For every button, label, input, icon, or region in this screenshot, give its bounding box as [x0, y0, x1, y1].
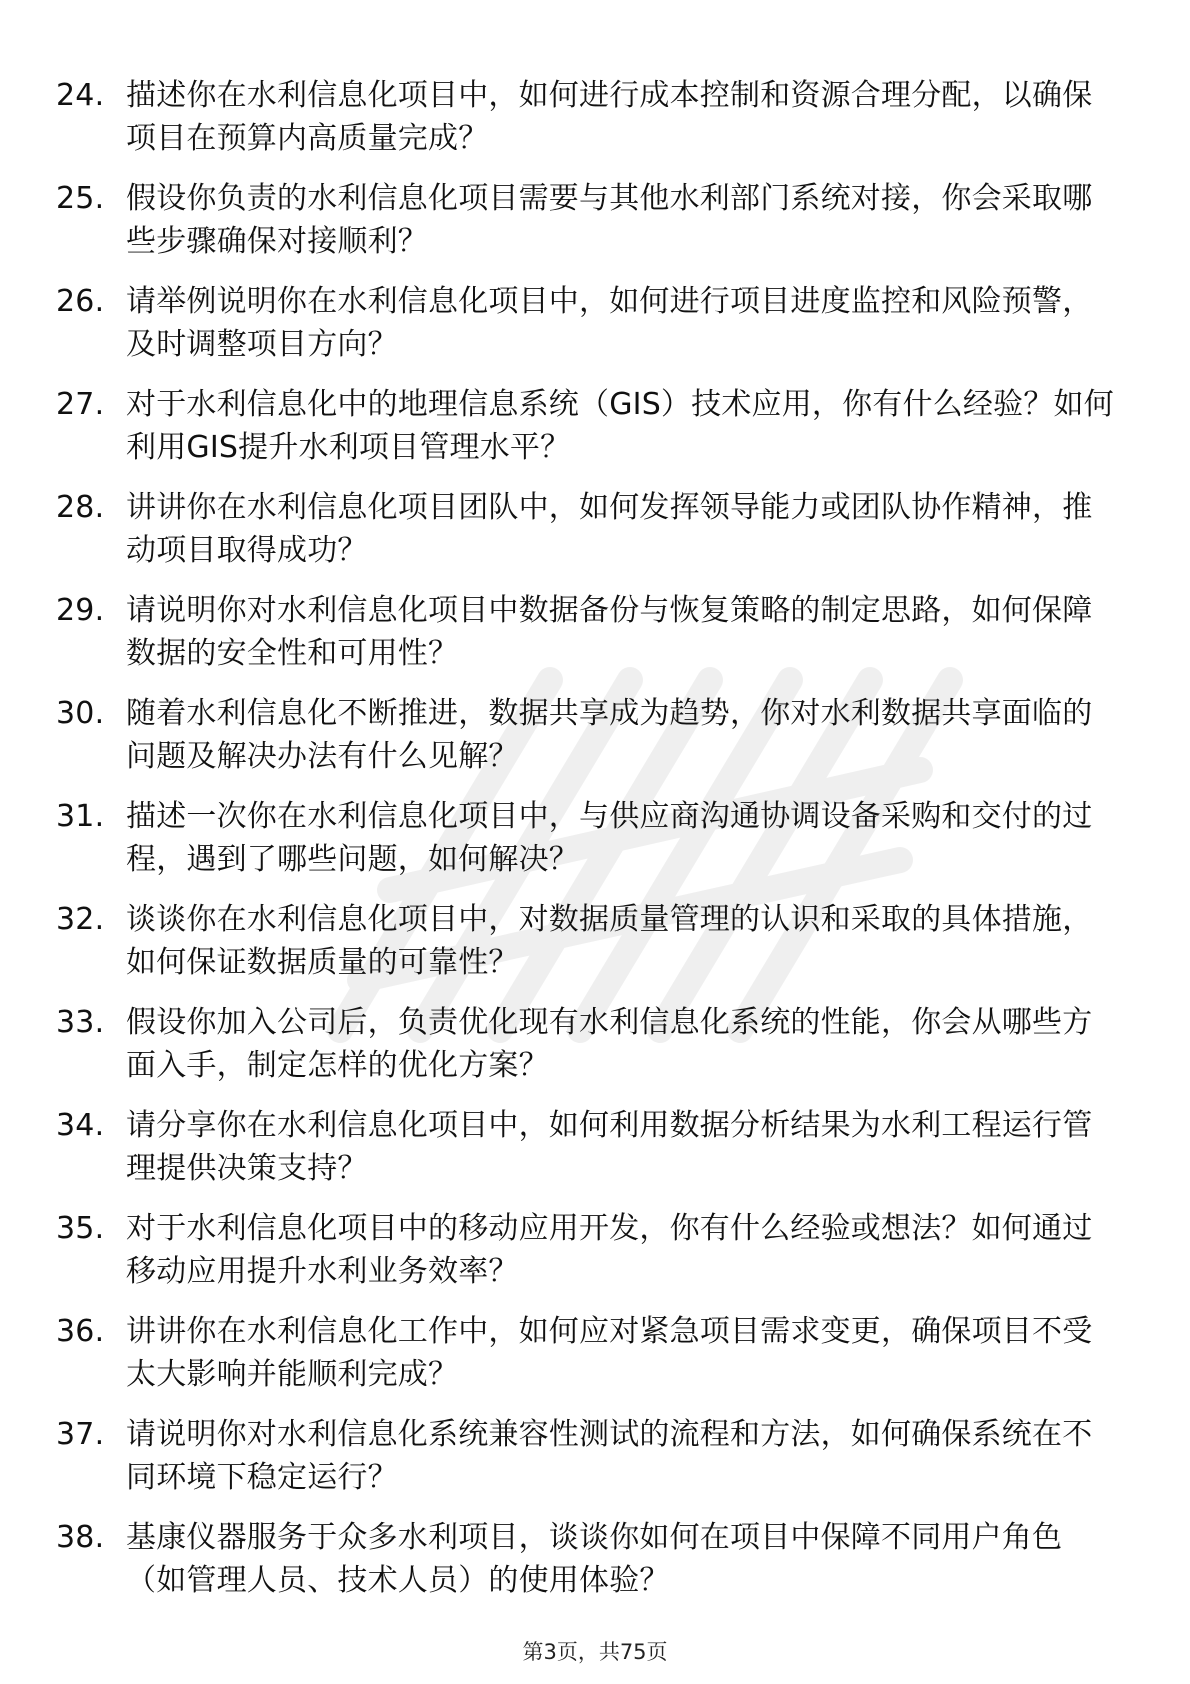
question-text: 描述你在水利信息化项目中，如何进行成本控制和资源合理分配，以确保项目在预算内高质量完成？ — [126, 78, 1093, 156]
question-item-38 — [56, 1516, 1116, 1602]
question-number: 26. — [56, 284, 105, 319]
question-item-28 — [56, 486, 1116, 572]
question-list — [56, 74, 1116, 1619]
question-item-29 — [56, 589, 1116, 675]
question-item-26 — [56, 280, 1116, 366]
question-item-32 — [56, 898, 1116, 984]
question-text: 请说明你对水利信息化项目中数据备份与恢复策略的制定思路，如何保障数据的安全性和可用性？ — [126, 593, 1093, 671]
question-text: 谈谈你在水利信息化项目中，对数据质量管理的认识和采取的具体措施，如何保证数据质量的可靠性？ — [126, 902, 1093, 980]
question-number: 24. — [56, 78, 105, 113]
question-item-31 — [56, 795, 1116, 881]
question-number: 33. — [56, 1005, 105, 1040]
question-item-25 — [56, 177, 1116, 263]
question-item-34 — [56, 1104, 1116, 1190]
question-number: 27. — [56, 387, 105, 422]
question-number: 29. — [56, 593, 105, 628]
question-text: 请分享你在水利信息化项目中，如何利用数据分析结果为水利工程运行管理提供决策支持？ — [126, 1108, 1093, 1186]
question-text: 对于水利信息化项目中的移动应用开发，你有什么经验或想法？如何通过移动应用提升水利业务效率？ — [126, 1211, 1093, 1289]
question-item-36 — [56, 1310, 1116, 1396]
question-text: 讲讲你在水利信息化项目团队中，如何发挥领导能力或团队协作精神，推动项目取得成功？ — [126, 490, 1093, 568]
page-number-label: 第3页，共75页 — [522, 1640, 668, 1664]
question-text: 假设你负责的水利信息化项目需要与其他水利部门系统对接，你会采取哪些步骤确保对接顺利？ — [126, 181, 1093, 259]
question-number: 37. — [56, 1417, 105, 1452]
question-number: 32. — [56, 902, 105, 937]
question-text: 随着水利信息化不断推进，数据共享成为趋势，你对水利数据共享面临的问题及解决办法有什么见解？ — [126, 696, 1093, 774]
question-number: 30. — [56, 696, 105, 731]
question-text: 基康仪器服务于众多水利项目，谈谈你如何在项目中保障不同用户角色（如管理人员、技术人员）的使用体验？ — [126, 1520, 1063, 1598]
question-item-37 — [56, 1413, 1116, 1499]
question-number: 38. — [56, 1520, 105, 1555]
question-text: 假设你加入公司后，负责优化现有水利信息化系统的性能，你会从哪些方面入手，制定怎样的优化方案？ — [126, 1005, 1093, 1083]
question-text: 讲讲你在水利信息化工作中，如何应对紧急项目需求变更，确保项目不受太大影响并能顺利完成？ — [126, 1314, 1093, 1392]
question-item-35 — [56, 1207, 1116, 1293]
question-number: 28. — [56, 490, 105, 525]
question-number: 35. — [56, 1211, 105, 1246]
question-number: 31. — [56, 799, 105, 834]
question-item-24 — [56, 74, 1116, 160]
page-footer — [0, 1636, 1190, 1666]
question-text: 对于水利信息化中的地理信息系统（GIS）技术应用，你有什么经验？如何利用GIS提升水利项目管理水平？ — [126, 387, 1114, 465]
question-number: 25. — [56, 181, 105, 216]
question-item-33 — [56, 1001, 1116, 1087]
question-text: 请说明你对水利信息化系统兼容性测试的流程和方法，如何确保系统在不同环境下稳定运行？ — [126, 1417, 1093, 1495]
question-item-27 — [56, 383, 1116, 469]
question-item-30 — [56, 692, 1116, 778]
question-text: 描述一次你在水利信息化项目中，与供应商沟通协调设备采购和交付的过程，遇到了哪些问题，如何解决？ — [126, 799, 1093, 877]
question-number: 34. — [56, 1108, 105, 1143]
question-number: 36. — [56, 1314, 105, 1349]
question-text: 请举例说明你在水利信息化项目中，如何进行项目进度监控和风险预警，及时调整项目方向？ — [126, 284, 1093, 362]
